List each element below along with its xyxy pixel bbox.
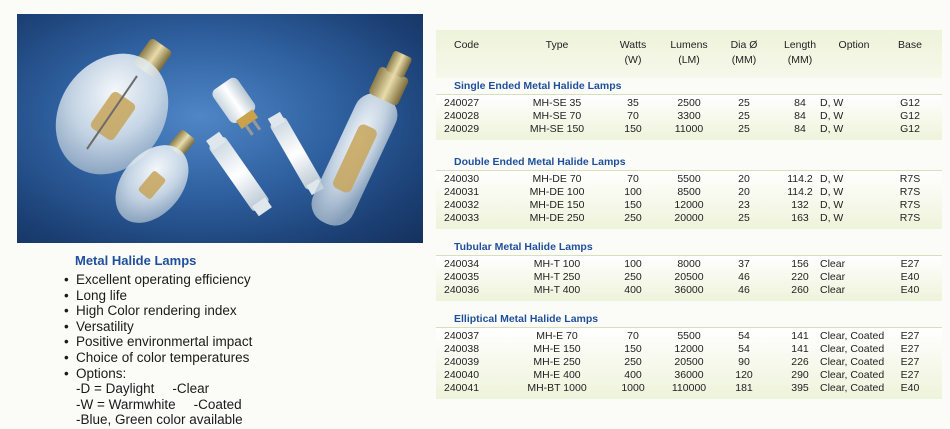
option-cell: Clear, Coated <box>820 369 885 381</box>
table-row <box>436 110 942 123</box>
header-lumens: Lumens (LM) <box>670 39 708 66</box>
diameter-cell: 54 <box>738 343 750 355</box>
code-cell: 240031 <box>444 186 480 198</box>
length-cell: 220 <box>791 271 809 283</box>
feature-item <box>64 288 424 304</box>
code-cell: 240030 <box>444 173 480 185</box>
diameter-cell: 181 <box>735 382 753 394</box>
option-cell: D, W <box>820 97 844 109</box>
type-cell: MH-T 100 <box>533 258 581 270</box>
table-row <box>436 271 942 284</box>
group-title: Double Ended Metal Halide Lamps <box>454 156 626 168</box>
feature-item <box>64 350 424 366</box>
diameter-cell: 46 <box>738 271 750 283</box>
header-diameter: Dia Ø (MM) <box>730 39 758 66</box>
table-row <box>436 356 942 369</box>
option-text: -W = Warmwhite <box>76 396 176 412</box>
watts-cell: 150 <box>624 199 642 211</box>
type-cell: MH-SE 150 <box>529 123 585 135</box>
option-row <box>76 412 424 428</box>
diameter-cell: 25 <box>738 97 750 109</box>
type-cell: MH-DE 250 <box>529 212 585 224</box>
option-cell: D, W <box>820 199 844 211</box>
code-cell: 240032 <box>444 199 480 211</box>
option-cell: Clear, Coated <box>820 330 885 342</box>
lumens-cell: 5500 <box>677 330 701 342</box>
code-cell: 240041 <box>444 382 480 394</box>
option-text: -Blue, Green color available <box>76 412 243 428</box>
option-cell: Clear, Coated <box>820 343 885 355</box>
diameter-cell: 120 <box>735 369 753 381</box>
options-list <box>64 381 424 428</box>
header-watts: Watts (W) <box>619 39 647 66</box>
option-cell: Clear <box>820 258 846 270</box>
feature-item <box>64 272 424 288</box>
header-type: Type <box>545 39 569 51</box>
type-cell: MH-DE 70 <box>532 173 582 185</box>
length-cell: 290 <box>791 369 809 381</box>
type-cell: MH-T 400 <box>533 284 581 296</box>
product-title: Metal Halide Lamps <box>75 253 197 268</box>
lumens-cell: 3300 <box>677 110 701 122</box>
type-cell: MH-E 150 <box>533 343 581 355</box>
lumens-cell: 8500 <box>677 186 701 198</box>
watts-cell: 150 <box>624 123 642 135</box>
diameter-cell: 25 <box>738 110 750 122</box>
base-cell: E27 <box>900 369 920 381</box>
lumens-cell: 20500 <box>674 356 704 368</box>
base-cell: E27 <box>900 330 920 342</box>
watts-cell: 400 <box>624 369 642 381</box>
base-cell: G12 <box>900 97 920 109</box>
bullet-icon: • <box>64 318 69 334</box>
diameter-cell: 54 <box>738 330 750 342</box>
type-cell: MH-SE 70 <box>532 110 582 122</box>
option-cell: Clear <box>820 271 846 283</box>
watts-cell: 250 <box>624 212 642 224</box>
feature-item <box>64 319 424 335</box>
lumens-cell: 20500 <box>674 271 704 283</box>
base-cell: E40 <box>900 382 920 394</box>
watts-cell: 250 <box>624 356 642 368</box>
option-cell: D, W <box>820 110 844 122</box>
lumens-cell: 12000 <box>674 199 704 211</box>
type-cell: MH-E 400 <box>533 369 581 381</box>
bullet-icon: • <box>64 334 69 350</box>
table-row <box>436 186 942 199</box>
lumens-cell: 110000 <box>671 382 707 394</box>
base-cell: R7S <box>899 186 921 198</box>
base-cell: E40 <box>900 271 920 283</box>
code-cell: 240036 <box>444 284 480 296</box>
diameter-cell: 37 <box>738 258 750 270</box>
option-cell: Clear, Coated <box>820 382 885 394</box>
length-cell: 84 <box>794 97 806 109</box>
type-cell: MH-DE 100 <box>529 186 585 198</box>
diameter-cell: 20 <box>738 186 750 198</box>
bullet-icon: • <box>64 365 69 381</box>
watts-cell: 250 <box>624 271 642 283</box>
double-ended-lamp-icon <box>204 131 273 218</box>
feature-text: High Color rendering index <box>76 303 237 319</box>
code-cell: 240038 <box>444 343 480 355</box>
base-cell: G12 <box>900 110 920 122</box>
feature-text: Long life <box>76 287 128 303</box>
length-cell: 84 <box>794 110 806 122</box>
feature-item <box>64 334 424 350</box>
code-cell: 240028 <box>444 110 480 122</box>
watts-cell: 150 <box>624 343 642 355</box>
table-row <box>436 330 942 343</box>
feature-text: Excellent operating efficiency <box>76 272 251 287</box>
code-cell: 240034 <box>444 258 480 270</box>
option-cell: D, W <box>820 186 844 198</box>
table-row <box>436 258 942 271</box>
base-cell: E40 <box>900 284 920 296</box>
feature-text: Versatility <box>76 318 134 334</box>
double-ended-lamp-icon <box>266 111 326 196</box>
code-cell: 240035 <box>444 271 480 283</box>
watts-cell: 100 <box>624 186 642 198</box>
spec-table <box>436 30 942 416</box>
type-cell: MH-E 70 <box>536 330 578 342</box>
table-header <box>436 30 942 78</box>
diameter-cell: 46 <box>738 284 750 296</box>
tubular-lamp-icon <box>305 45 423 232</box>
bullet-icon: • <box>64 349 69 365</box>
table-row <box>436 369 942 382</box>
option-cell: Clear, Coated <box>820 356 885 368</box>
base-cell: R7S <box>899 199 921 211</box>
length-cell: 226 <box>791 356 809 368</box>
option-text: -D = Daylight <box>76 381 155 397</box>
bullet-icon: • <box>64 272 69 287</box>
table-row <box>436 212 942 225</box>
code-cell: 240029 <box>444 123 480 135</box>
length-cell: 395 <box>791 382 809 394</box>
group-title: Elliptical Metal Halide Lamps <box>454 313 599 325</box>
watts-cell: 70 <box>627 173 639 185</box>
lumens-cell: 20000 <box>674 212 704 224</box>
watts-cell: 1000 <box>621 382 645 394</box>
table-row <box>436 97 942 110</box>
lumens-cell: 12000 <box>674 343 704 355</box>
table-row <box>436 382 942 395</box>
feature-item <box>64 366 424 382</box>
lumens-cell: 2500 <box>677 97 701 109</box>
header-length: Length (MM) <box>783 39 817 66</box>
base-cell: R7S <box>899 212 921 224</box>
header-code: Code <box>454 39 480 51</box>
header-base: Base <box>898 39 922 51</box>
watts-cell: 70 <box>627 330 639 342</box>
table-row <box>436 173 942 186</box>
code-cell: 240040 <box>444 369 480 381</box>
lumens-cell: 11000 <box>674 123 704 135</box>
option-cell: D, W <box>820 212 844 224</box>
option-cell: D, W <box>820 123 844 135</box>
base-cell: G12 <box>900 123 920 135</box>
code-cell: 240033 <box>444 212 480 224</box>
options-block <box>64 381 424 428</box>
option-text: -Clear <box>172 381 210 397</box>
base-cell: R7S <box>899 173 921 185</box>
table-row <box>436 343 942 356</box>
length-cell: 260 <box>791 284 809 296</box>
feature-text: Options: <box>76 365 127 381</box>
type-cell: MH-BT 1000 <box>527 382 587 394</box>
type-cell: MH-T 250 <box>533 271 581 283</box>
option-text: -Coated <box>193 396 242 412</box>
diameter-cell: 90 <box>738 356 750 368</box>
table-row <box>436 123 942 136</box>
option-cell: Clear <box>820 284 846 296</box>
length-cell: 141 <box>791 330 809 342</box>
length-cell: 114.2 <box>787 186 813 198</box>
type-cell: MH-E 250 <box>533 356 581 368</box>
lumens-cell: 5500 <box>677 173 701 185</box>
base-cell: E27 <box>900 258 920 270</box>
feature-list <box>64 272 424 428</box>
lumens-cell: 8000 <box>677 258 701 270</box>
base-cell: E27 <box>900 356 920 368</box>
bullet-icon: • <box>64 303 69 319</box>
length-cell: 156 <box>791 258 809 270</box>
type-cell: MH-DE 150 <box>529 199 585 211</box>
watts-cell: 70 <box>627 110 639 122</box>
diameter-cell: 25 <box>738 123 750 135</box>
length-cell: 114.2 <box>787 173 813 185</box>
code-cell: 240037 <box>444 330 480 342</box>
lumens-cell: 36000 <box>674 369 704 381</box>
length-cell: 132 <box>791 199 809 211</box>
product-photo <box>17 14 423 243</box>
feature-item <box>64 303 424 319</box>
base-cell: E27 <box>900 343 920 355</box>
type-cell: MH-SE 35 <box>532 97 582 109</box>
lumens-cell: 36000 <box>674 284 704 296</box>
watts-cell: 35 <box>627 97 639 109</box>
group-title: Tubular Metal Halide Lamps <box>454 241 593 253</box>
lamps-illustration <box>17 14 423 243</box>
table-row <box>436 199 942 212</box>
diameter-cell: 23 <box>738 199 750 211</box>
feature-text: Choice of color temperatures <box>76 349 250 365</box>
code-cell: 240027 <box>444 97 480 109</box>
header-option: Option <box>838 39 870 51</box>
feature-text: Positive environmertal impact <box>76 334 253 350</box>
length-cell: 84 <box>794 123 806 135</box>
code-cell: 240039 <box>444 356 480 368</box>
diameter-cell: 25 <box>738 212 750 224</box>
length-cell: 141 <box>791 343 809 355</box>
watts-cell: 400 <box>624 284 642 296</box>
length-cell: 163 <box>791 212 809 224</box>
option-row <box>76 381 424 397</box>
watts-cell: 100 <box>624 258 642 270</box>
group-title: Single Ended Metal Halide Lamps <box>454 80 622 92</box>
table-row <box>436 284 942 297</box>
single-ended-lamp-icon <box>210 75 268 141</box>
bullet-icon: • <box>64 287 69 303</box>
option-cell: D, W <box>820 173 844 185</box>
diameter-cell: 20 <box>738 173 750 185</box>
option-row <box>76 397 424 413</box>
